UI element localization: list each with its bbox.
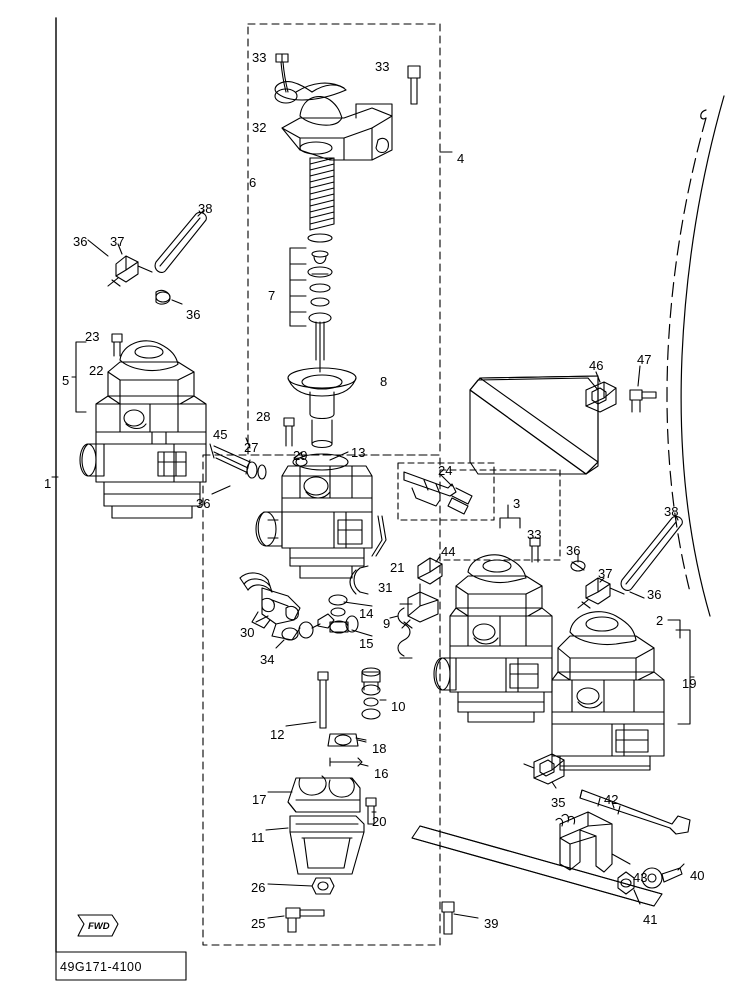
callout-38: 38 <box>664 504 679 519</box>
callout-47: 47 <box>637 352 652 367</box>
part-33-right-bolt <box>408 66 420 104</box>
part-6-spring <box>310 158 334 230</box>
callout-28: 28 <box>256 409 271 424</box>
part-31-spring <box>350 566 368 594</box>
callout-1: 1 <box>44 476 52 491</box>
callout-45: 45 <box>213 427 228 442</box>
leader-11 <box>266 828 288 830</box>
callout-24: 24 <box>438 463 453 478</box>
part-12-screw <box>318 672 328 728</box>
part-38b-hose <box>621 516 682 590</box>
leader-36a <box>88 240 108 256</box>
part-38-hose-upper <box>155 212 206 272</box>
callout-13: 13 <box>351 445 366 460</box>
fwd-label: FWD <box>88 921 110 932</box>
callout-4: 4 <box>457 151 465 166</box>
part-8-holder <box>288 368 356 448</box>
callout-40: 40 <box>690 868 705 883</box>
callout-16: 16 <box>374 766 389 781</box>
leader-36b <box>172 300 182 304</box>
part-1-carburetor-center <box>256 454 372 578</box>
leader-40 <box>678 864 684 870</box>
callout-20: 20 <box>372 814 387 829</box>
part-39-bolt <box>442 902 454 934</box>
leader-39 <box>454 914 478 918</box>
callout-6: 6 <box>249 175 257 190</box>
leader-34 <box>276 640 284 648</box>
callout-41: 41 <box>643 912 658 927</box>
leader-36c <box>212 486 230 494</box>
callout-15: 15 <box>359 636 374 651</box>
dashed-group-box-3 <box>440 470 560 560</box>
callout-39: 39 <box>484 916 499 931</box>
bracket-2 <box>668 620 680 638</box>
callout-22: 22 <box>89 363 104 378</box>
part-44-fitting <box>402 558 442 628</box>
part-upper-bar-actual <box>470 376 598 474</box>
callout-38: 38 <box>198 201 213 216</box>
part-37b-fitting <box>578 578 624 608</box>
callout-18: 18 <box>372 741 387 756</box>
callout-33: 33 <box>375 59 390 74</box>
part-16-pin <box>330 758 362 766</box>
part-14-15-washers <box>318 595 358 633</box>
part-37-fitting-upper <box>108 256 152 286</box>
callout-36: 36 <box>566 543 581 558</box>
callout-7: 7 <box>268 288 276 303</box>
part-32-top-cover <box>275 82 392 160</box>
callout-36: 36 <box>73 234 88 249</box>
callout-11: 11 <box>251 830 265 845</box>
callout-46: 46 <box>589 358 604 373</box>
part-25-bolt <box>286 908 324 932</box>
callout-44: 44 <box>441 544 456 559</box>
callout-31: 31 <box>378 580 393 595</box>
callout-36: 36 <box>647 587 662 602</box>
part-21-link <box>372 516 386 556</box>
part-18-float-arm <box>328 734 366 746</box>
callout-37: 37 <box>110 234 125 249</box>
leader-47 <box>638 366 640 386</box>
callout-33: 33 <box>252 50 267 65</box>
part-17-float <box>288 776 360 812</box>
body-outline-right-solid <box>681 96 724 616</box>
part-42-rod <box>580 790 690 834</box>
part-43-bracket <box>556 812 612 872</box>
callout-27: 27 <box>244 440 259 455</box>
callout-36: 36 <box>196 496 211 511</box>
leader-16 <box>360 764 368 766</box>
callout-35: 35 <box>551 795 566 810</box>
part-3-carburetor-right <box>434 555 552 722</box>
part-36-nut-upper <box>156 290 170 304</box>
leader-36e <box>630 592 644 598</box>
bracket-5 <box>72 342 86 412</box>
callout-17: 17 <box>252 792 267 807</box>
callout-10: 10 <box>391 699 406 714</box>
callout-9: 9 <box>383 616 391 631</box>
callout-29: 29 <box>293 448 308 463</box>
part-46-clamp <box>586 382 616 412</box>
callout-12: 12 <box>270 727 285 742</box>
callout-2: 2 <box>656 613 664 628</box>
leader-12 <box>286 722 316 726</box>
leader-30 <box>256 616 268 622</box>
leader-35 <box>552 782 556 788</box>
callout-34: 34 <box>260 652 275 667</box>
part-35-clamp <box>524 754 564 784</box>
part-10-valve-set <box>362 668 380 719</box>
callout-36: 36 <box>186 307 201 322</box>
callout-33: 33 <box>527 527 542 542</box>
callout-26: 26 <box>251 880 266 895</box>
part-9-spring <box>398 604 412 658</box>
leader-25 <box>268 916 284 918</box>
callout-30: 30 <box>240 625 255 640</box>
leader-44 <box>436 556 440 562</box>
part-11-float-bowl <box>290 816 364 874</box>
part-upper-bar <box>470 378 598 474</box>
part-47-bolt <box>630 390 656 412</box>
callout-14: 14 <box>359 606 374 621</box>
leader-26 <box>268 884 312 886</box>
callout-32: 32 <box>252 120 267 135</box>
callout-23: 23 <box>85 329 100 344</box>
callout-3: 3 <box>513 496 521 511</box>
part-bottom-bar <box>412 826 662 906</box>
part-7-needle-set <box>290 234 332 372</box>
callout-8: 8 <box>380 374 388 389</box>
body-outline-right <box>667 118 706 592</box>
callout-42: 42 <box>604 792 619 807</box>
callout-21: 21 <box>390 560 405 575</box>
part-2-carburetor-far-right <box>552 612 664 770</box>
part-26-nut <box>312 878 334 894</box>
callout-43: 43 <box>633 870 648 885</box>
leader-9 <box>390 616 398 618</box>
part-33-left-bolt <box>276 54 288 92</box>
callout-19: 19 <box>682 676 697 691</box>
catalog-number: 49G171-4100 <box>60 960 142 974</box>
part-28-screw <box>284 418 294 446</box>
part-23-screw <box>112 334 122 356</box>
callout-25: 25 <box>251 916 266 931</box>
callout-37: 37 <box>598 566 613 581</box>
part-24-screws <box>404 472 472 514</box>
leader-43 <box>612 854 630 864</box>
callout-5: 5 <box>62 373 70 388</box>
